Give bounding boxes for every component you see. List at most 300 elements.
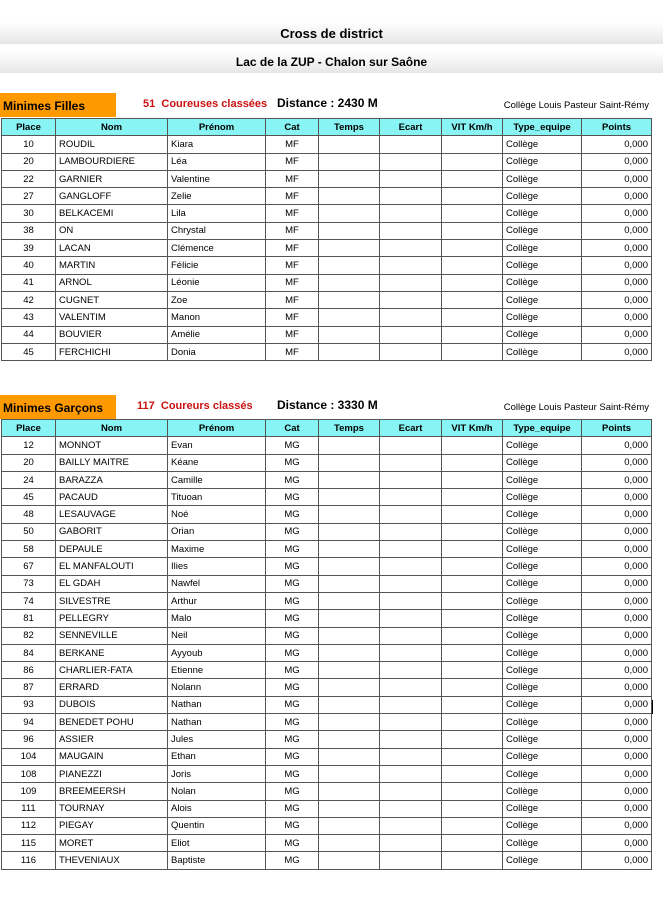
cell-prenom: Ayyoub — [168, 644, 266, 661]
cell-cat: MG — [266, 610, 319, 627]
table-row — [2, 817, 652, 834]
table-row — [2, 153, 652, 170]
results-table-garcons — [1, 419, 652, 870]
table-row — [2, 170, 652, 187]
cell-nom: BOUVIER — [56, 326, 168, 343]
column-header-vit: VIT Km/h — [442, 119, 503, 136]
table-row — [2, 326, 652, 343]
document-subtitle: Lac de la ZUP - Chalon sur Saône — [235, 55, 428, 69]
cell-points: 0,000 — [582, 852, 652, 869]
cell-temps — [319, 170, 380, 187]
cell-type-equipe: Collège — [503, 541, 582, 558]
cell-points: 0,000 — [582, 679, 652, 696]
cell-place: 43 — [2, 309, 56, 326]
cell-temps — [319, 765, 380, 782]
cell-place: 84 — [2, 644, 56, 661]
cell-temps — [319, 610, 380, 627]
cell-vit — [442, 627, 503, 644]
cell-type-equipe: Collège — [503, 188, 582, 205]
cell-points: 0,000 — [582, 222, 652, 239]
cell-cat: MG — [266, 454, 319, 471]
cell-temps — [319, 136, 380, 153]
cell-vit — [442, 835, 503, 852]
cell-vit — [442, 783, 503, 800]
table-row — [2, 765, 652, 782]
table-row — [2, 748, 652, 765]
table-row — [2, 714, 652, 731]
cell-cat: MG — [266, 748, 319, 765]
cell-vit — [442, 679, 503, 696]
cell-ecart — [380, 454, 442, 471]
cell-prenom: Nolan — [168, 783, 266, 800]
results-table-filles — [1, 118, 652, 361]
table-row — [2, 274, 652, 291]
cell-nom: THEVENIAUX — [56, 852, 168, 869]
cell-temps — [319, 471, 380, 488]
cell-ecart — [380, 205, 442, 222]
cell-ecart — [380, 765, 442, 782]
cell-type-equipe: Collège — [503, 852, 582, 869]
cell-cat: MG — [266, 471, 319, 488]
cell-points: 0,000 — [582, 592, 652, 609]
cell-cat: MF — [266, 188, 319, 205]
cell-cat: MG — [266, 800, 319, 817]
cell-prenom: Chrystal — [168, 222, 266, 239]
cell-temps — [319, 437, 380, 454]
cell-place: 74 — [2, 592, 56, 609]
cell-vit — [442, 326, 503, 343]
cell-cat: MG — [266, 817, 319, 834]
cell-ecart — [380, 257, 442, 274]
table-row — [2, 240, 652, 257]
cell-vit — [442, 437, 503, 454]
cell-nom: ON — [56, 222, 168, 239]
cell-nom: PELLEGRY — [56, 610, 168, 627]
section-school: Collège Louis Pasteur Saint-Rémy — [503, 100, 649, 111]
cell-type-equipe: Collège — [503, 662, 582, 679]
cell-type-equipe: Collège — [503, 575, 582, 592]
cell-type-equipe: Collège — [503, 153, 582, 170]
cell-nom: DUBOIS — [56, 696, 168, 713]
cell-cat: MG — [266, 679, 319, 696]
cell-points: 0,000 — [582, 610, 652, 627]
cell-cat: MF — [266, 153, 319, 170]
cell-ecart — [380, 644, 442, 661]
cell-points: 0,000 — [582, 714, 652, 731]
cell-nom: GARNIER — [56, 170, 168, 187]
cell-type-equipe: Collège — [503, 714, 582, 731]
table-row — [2, 627, 652, 644]
cell-type-equipe: Collège — [503, 326, 582, 343]
cell-ecart — [380, 343, 442, 360]
cell-temps — [319, 731, 380, 748]
cell-place: 22 — [2, 170, 56, 187]
cell-vit — [442, 309, 503, 326]
table-row — [2, 222, 652, 239]
column-header-cat: Cat — [266, 420, 319, 437]
cell-temps — [319, 454, 380, 471]
table-row — [2, 575, 652, 592]
cell-nom: MONNOT — [56, 437, 168, 454]
cell-ecart — [380, 309, 442, 326]
cell-cat: MF — [266, 257, 319, 274]
cell-nom: VALENTIM — [56, 309, 168, 326]
cell-points: 0,000 — [582, 188, 652, 205]
cell-nom: ARNOL — [56, 274, 168, 291]
cell-cat: MG — [266, 731, 319, 748]
section-count — [137, 400, 253, 412]
cell-prenom: Joris — [168, 765, 266, 782]
cell-vit — [442, 541, 503, 558]
cell-vit — [442, 765, 503, 782]
cell-points: 0,000 — [582, 454, 652, 471]
cell-ecart — [380, 610, 442, 627]
cell-place: 104 — [2, 748, 56, 765]
cell-cat: MG — [266, 783, 319, 800]
column-header-points: Points — [582, 119, 652, 136]
cell-place: 12 — [2, 437, 56, 454]
cell-points: 0,000 — [582, 644, 652, 661]
cell-points: 0,000 — [582, 240, 652, 257]
table-row — [2, 471, 652, 488]
cell-temps — [319, 274, 380, 291]
cell-nom: ROUDIL — [56, 136, 168, 153]
cell-type-equipe: Collège — [503, 489, 582, 506]
cell-ecart — [380, 696, 442, 713]
cell-place: 44 — [2, 326, 56, 343]
cell-prenom: Baptiste — [168, 852, 266, 869]
cell-place: 50 — [2, 523, 56, 540]
column-header-place: Place — [2, 420, 56, 437]
cell-nom: CHARLIER-FATA — [56, 662, 168, 679]
cell-ecart — [380, 471, 442, 488]
cell-prenom: Clémence — [168, 240, 266, 257]
cell-type-equipe: Collège — [503, 257, 582, 274]
cell-points: 0,000 — [582, 541, 652, 558]
cell-place: 115 — [2, 835, 56, 852]
cell-vit — [442, 714, 503, 731]
cell-prenom: Maxime — [168, 541, 266, 558]
cell-type-equipe: Collège — [503, 731, 582, 748]
cell-place: 93 — [2, 696, 56, 713]
cell-prenom: Nathan — [168, 696, 266, 713]
cell-cat: MF — [266, 326, 319, 343]
cell-type-equipe: Collège — [503, 274, 582, 291]
cell-type-equipe: Collège — [503, 627, 582, 644]
cell-type-equipe: Collège — [503, 523, 582, 540]
cell-points: 0,000 — [582, 731, 652, 748]
cell-nom: BERKANE — [56, 644, 168, 661]
cell-points: 0,000 — [582, 662, 652, 679]
column-header-ecart: Ecart — [380, 119, 442, 136]
cell-nom: SENNEVILLE — [56, 627, 168, 644]
cell-vit — [442, 696, 503, 713]
section-name: Minimes Filles — [0, 93, 116, 117]
cell-points: 0,000 — [582, 291, 652, 308]
table-row — [2, 309, 652, 326]
cell-ecart — [380, 523, 442, 540]
cell-temps — [319, 153, 380, 170]
table-row — [2, 188, 652, 205]
cell-vit — [442, 662, 503, 679]
cell-vit — [442, 454, 503, 471]
text-cursor — [652, 700, 653, 714]
cell-cat: MF — [266, 291, 319, 308]
table-row — [2, 610, 652, 627]
cell-place: 45 — [2, 489, 56, 506]
section-distance: Distance : 3330 M — [277, 398, 378, 412]
cell-cat: MF — [266, 343, 319, 360]
cell-type-equipe: Collège — [503, 205, 582, 222]
cell-nom: GABORIT — [56, 523, 168, 540]
table-row — [2, 437, 652, 454]
table-row — [2, 489, 652, 506]
cell-cat: MF — [266, 205, 319, 222]
cell-points: 0,000 — [582, 471, 652, 488]
cell-temps — [319, 205, 380, 222]
cell-temps — [319, 523, 380, 540]
cell-ecart — [380, 852, 442, 869]
cell-nom: DEPAULE — [56, 541, 168, 558]
cell-temps — [319, 852, 380, 869]
cell-prenom: Noé — [168, 506, 266, 523]
cell-type-equipe: Collège — [503, 454, 582, 471]
table-row — [2, 679, 652, 696]
cell-place: 58 — [2, 541, 56, 558]
cell-points: 0,000 — [582, 309, 652, 326]
cell-prenom: Léa — [168, 153, 266, 170]
cell-nom: MAUGAIN — [56, 748, 168, 765]
cell-prenom: Amélie — [168, 326, 266, 343]
column-header-points: Points — [582, 420, 652, 437]
cell-points: 0,000 — [582, 326, 652, 343]
cell-temps — [319, 679, 380, 696]
cell-temps — [319, 309, 380, 326]
table-row — [2, 205, 652, 222]
cell-place: 20 — [2, 153, 56, 170]
cell-type-equipe: Collège — [503, 835, 582, 852]
table-row — [2, 291, 652, 308]
table-row — [2, 592, 652, 609]
cell-temps — [319, 240, 380, 257]
cell-temps — [319, 326, 380, 343]
cell-cat: MG — [266, 575, 319, 592]
cell-points: 0,000 — [582, 257, 652, 274]
cell-ecart — [380, 558, 442, 575]
table-row — [2, 257, 652, 274]
cell-vit — [442, 852, 503, 869]
table-row — [2, 558, 652, 575]
cell-place: 42 — [2, 291, 56, 308]
cell-cat: MF — [266, 274, 319, 291]
cell-ecart — [380, 136, 442, 153]
column-header-nom: Nom — [56, 420, 168, 437]
cell-prenom: Alois — [168, 800, 266, 817]
cell-vit — [442, 291, 503, 308]
cell-nom: EL MANFALOUTI — [56, 558, 168, 575]
cell-points: 0,000 — [582, 170, 652, 187]
cell-place: 94 — [2, 714, 56, 731]
cell-ecart — [380, 800, 442, 817]
cell-cat: MF — [266, 240, 319, 257]
cell-temps — [319, 835, 380, 852]
cell-points: 0,000 — [582, 696, 652, 713]
cell-ecart — [380, 291, 442, 308]
cell-prenom: Tituoan — [168, 489, 266, 506]
cell-temps — [319, 575, 380, 592]
cell-place: 82 — [2, 627, 56, 644]
cell-ecart — [380, 506, 442, 523]
cell-temps — [319, 291, 380, 308]
cell-cat: MG — [266, 541, 319, 558]
cell-points: 0,000 — [582, 153, 652, 170]
cell-temps — [319, 489, 380, 506]
cell-points: 0,000 — [582, 800, 652, 817]
cell-cat: MG — [266, 437, 319, 454]
cell-cat: MF — [266, 309, 319, 326]
cell-ecart — [380, 222, 442, 239]
cell-vit — [442, 274, 503, 291]
cell-nom: LESAUVAGE — [56, 506, 168, 523]
cell-type-equipe: Collège — [503, 471, 582, 488]
table-row — [2, 523, 652, 540]
cell-cat: MF — [266, 136, 319, 153]
cell-cat: MG — [266, 489, 319, 506]
cell-vit — [442, 575, 503, 592]
cell-nom: ERRARD — [56, 679, 168, 696]
column-header-nom: Nom — [56, 119, 168, 136]
cell-vit — [442, 817, 503, 834]
cell-temps — [319, 800, 380, 817]
cell-temps — [319, 748, 380, 765]
cell-type-equipe: Collège — [503, 222, 582, 239]
cell-vit — [442, 343, 503, 360]
cell-prenom: Zelie — [168, 188, 266, 205]
cell-prenom: Ilies — [168, 558, 266, 575]
table-row — [2, 662, 652, 679]
cell-temps — [319, 783, 380, 800]
cell-prenom: Ethan — [168, 748, 266, 765]
table-row — [2, 454, 652, 471]
cell-nom: MORET — [56, 835, 168, 852]
table-row — [2, 136, 652, 153]
cell-place: 73 — [2, 575, 56, 592]
cell-points: 0,000 — [582, 575, 652, 592]
cell-type-equipe: Collège — [503, 765, 582, 782]
cell-place: 24 — [2, 471, 56, 488]
cell-temps — [319, 188, 380, 205]
cell-temps — [319, 714, 380, 731]
cell-points: 0,000 — [582, 835, 652, 852]
cell-type-equipe: Collège — [503, 558, 582, 575]
cell-ecart — [380, 326, 442, 343]
cell-place: 10 — [2, 136, 56, 153]
cell-cat: MG — [266, 662, 319, 679]
cell-prenom: Camille — [168, 471, 266, 488]
cell-points: 0,000 — [582, 765, 652, 782]
cell-place: 112 — [2, 817, 56, 834]
column-header-type-equipe: Type_equipe — [503, 420, 582, 437]
cell-nom: TOURNAY — [56, 800, 168, 817]
cell-prenom: Kéane — [168, 454, 266, 471]
section-header-filles — [0, 93, 663, 117]
cell-prenom: Valentine — [168, 170, 266, 187]
cell-temps — [319, 222, 380, 239]
column-header-prenom: Prénom — [168, 420, 266, 437]
cell-ecart — [380, 714, 442, 731]
cell-vit — [442, 592, 503, 609]
cell-points: 0,000 — [582, 136, 652, 153]
cell-ecart — [380, 188, 442, 205]
cell-ecart — [380, 575, 442, 592]
cell-nom: SILVESTRE — [56, 592, 168, 609]
cell-nom: BAILLY MAITRE — [56, 454, 168, 471]
cell-nom: ASSIER — [56, 731, 168, 748]
cell-vit — [442, 205, 503, 222]
cell-prenom: Nathan — [168, 714, 266, 731]
cell-ecart — [380, 274, 442, 291]
table-row — [2, 835, 652, 852]
cell-place: 41 — [2, 274, 56, 291]
cell-type-equipe: Collège — [503, 136, 582, 153]
cell-prenom: Kiara — [168, 136, 266, 153]
cell-type-equipe: Collège — [503, 506, 582, 523]
table-header-row — [2, 119, 652, 136]
cell-cat: MF — [266, 222, 319, 239]
cell-prenom: Malo — [168, 610, 266, 627]
cell-points: 0,000 — [582, 748, 652, 765]
cell-nom: BELKACEMI — [56, 205, 168, 222]
cell-cat: MG — [266, 835, 319, 852]
cell-place: 38 — [2, 222, 56, 239]
cell-points: 0,000 — [582, 558, 652, 575]
table-row — [2, 731, 652, 748]
cell-vit — [442, 731, 503, 748]
cell-temps — [319, 257, 380, 274]
cell-type-equipe: Collège — [503, 679, 582, 696]
cell-type-equipe: Collège — [503, 783, 582, 800]
document-title: Cross de district — [280, 26, 383, 41]
cell-vit — [442, 800, 503, 817]
count-value: 51 — [143, 98, 156, 110]
cell-nom: LAMBOURDIERE — [56, 153, 168, 170]
cell-nom: GANGLOFF — [56, 188, 168, 205]
table-row — [2, 343, 652, 360]
cell-type-equipe: Collège — [503, 592, 582, 609]
cell-prenom: Léonie — [168, 274, 266, 291]
cell-points: 0,000 — [582, 489, 652, 506]
cell-vit — [442, 170, 503, 187]
cell-type-equipe: Collège — [503, 748, 582, 765]
cell-place: 30 — [2, 205, 56, 222]
cell-nom: BENEDET POHU — [56, 714, 168, 731]
cell-ecart — [380, 437, 442, 454]
cell-ecart — [380, 835, 442, 852]
cell-place: 40 — [2, 257, 56, 274]
column-header-type-equipe: Type_equipe — [503, 119, 582, 136]
cell-type-equipe: Collège — [503, 343, 582, 360]
cell-ecart — [380, 679, 442, 696]
column-header-temps: Temps — [319, 420, 380, 437]
cell-cat: MG — [266, 765, 319, 782]
cell-nom: CUGNET — [56, 291, 168, 308]
column-header-temps: Temps — [319, 119, 380, 136]
cell-cat: MG — [266, 714, 319, 731]
cell-type-equipe: Collège — [503, 437, 582, 454]
cell-cat: MG — [266, 627, 319, 644]
cell-place: 48 — [2, 506, 56, 523]
cell-cat: MF — [266, 170, 319, 187]
